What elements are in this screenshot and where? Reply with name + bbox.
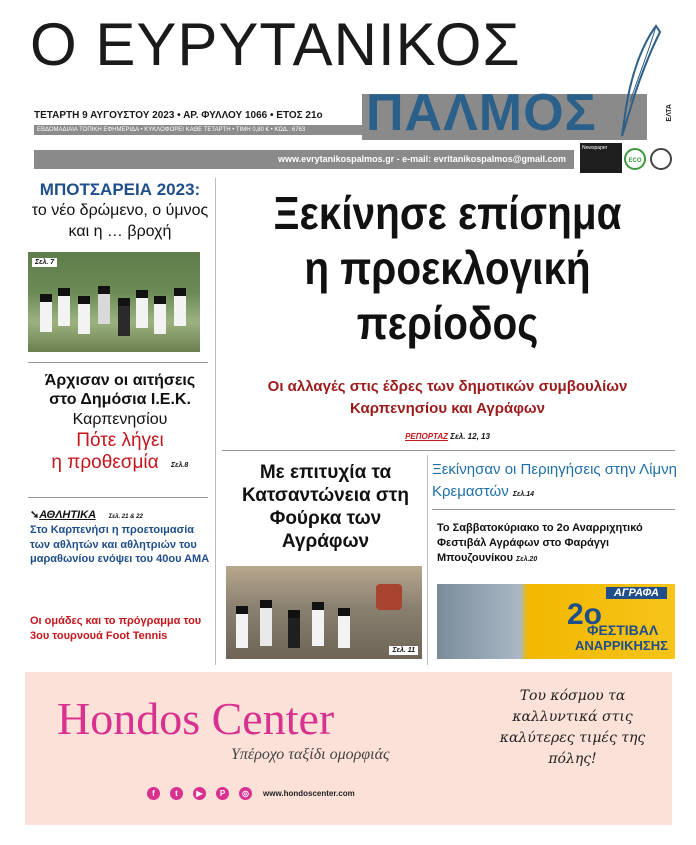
divider: [432, 509, 675, 510]
sports-story-marathon[interactable]: Στο Καρπενήσι η προετοιμασία των αθλητών και αθλητριών του μαραθωνίου ενόψει του 40ου ΑΜΑ: [30, 524, 210, 565]
column-divider: [427, 455, 428, 665]
headline-line1: Ξεκίνησε επίσημα: [273, 187, 622, 239]
ad-tagline: Υπέροχο ταξίδι ομορφιάς: [231, 746, 390, 763]
column-divider: [215, 178, 216, 665]
story-iek-line4[interactable]: Πότε λήγει: [76, 430, 164, 451]
twitter-icon[interactable]: t: [170, 787, 183, 800]
story-iek-line5[interactable]: η προθεσμία: [51, 452, 159, 473]
instagram-icon[interactable]: ◎: [239, 787, 252, 800]
ad-brand-logo: Hondos Center: [57, 693, 335, 744]
story-festival-text[interactable]: Το Σαββατοκύριακο το 2ο Αναρριχητικό Φεστιβάλ Αγράφων στο Φαράγγι Μπουζουνίκου Σελ.20: [437, 522, 643, 564]
divider: [222, 450, 675, 451]
page-ref: Σελ. 11: [389, 646, 418, 655]
story-iek-line1[interactable]: Άρχισαν οι αιτήσεις: [44, 372, 196, 389]
festival-word1: ΦΕΣΤΙΒΑΛ: [587, 622, 659, 638]
eco-badge: ECO: [624, 148, 646, 170]
report-ref: ΡΕΠΟΡΤΑΖ Σελ. 12, 13: [405, 432, 490, 441]
page-ref: Σελ. 21 & 22: [108, 514, 143, 520]
story-botsareia-subtitle[interactable]: το νέο δρώμενο, ο ύμνος και η … βροχή: [31, 202, 209, 240]
story-kremaston-title[interactable]: Ξεκίνησαν οι Περιηγήσεις στην Λίμνη Κρεμαστών Σελ.14: [432, 461, 677, 500]
story-iek-line2[interactable]: στο Δημόσια Ι.Ε.Κ.: [49, 391, 191, 408]
katsantoneia-photo[interactable]: [226, 566, 422, 659]
headline-line3: περίοδος: [356, 297, 539, 349]
story-katsantoneia-title[interactable]: Με επιτυχία τα Κατσαντώνεια στη Φούρκα των Αγράφων: [241, 462, 410, 552]
story-botsareia-title[interactable]: ΜΠΟΤΣΑΡΕΙΑ 2023:: [39, 180, 201, 199]
ad-website-link[interactable]: www.hondoscenter.com: [263, 789, 355, 798]
arrow-icon: ➘: [30, 509, 40, 521]
headline-line2: η προεκλογική: [304, 242, 591, 294]
facebook-icon[interactable]: f: [147, 787, 160, 800]
story-iek-line3[interactable]: Καρπενησίου: [72, 411, 168, 428]
festival-region: ΑΓΡΑΦΑ: [606, 587, 667, 599]
page-ref: Σελ.14: [512, 491, 535, 498]
social-icons: [147, 787, 252, 800]
masthead-subtitle: ΠΑΛΜΟΣ: [366, 84, 597, 142]
page-ref: Σελ.8: [171, 462, 189, 469]
ad-handwritten-slogan: Του κόσμου τα καλλυντικά στις καλύτερες τιμές της πόλης!: [499, 688, 646, 767]
masthead-title: Ο ΕΥΡΥΤΑΝΙΚΟΣ: [30, 11, 521, 78]
hondos-center-ad[interactable]: [25, 672, 672, 825]
festival-number: 2ο: [567, 598, 603, 631]
youtube-icon[interactable]: ▶: [193, 787, 206, 800]
festival-banner[interactable]: [437, 584, 675, 659]
divider: [28, 497, 208, 498]
divider: [28, 362, 208, 363]
pinterest-icon[interactable]: P: [216, 787, 229, 800]
page-ref: Σελ. 7: [32, 258, 57, 267]
page-ref: Σελ.20: [516, 556, 538, 563]
main-headline[interactable]: [247, 186, 647, 351]
festival-word2: ΑΝΑΡΡΙΚΗΣΗΣ: [575, 638, 668, 653]
info-strip: ΕΒΔΟΜΑΔΙΑΙΑ ΤΟΠΙΚΗ ΕΦΗΜΕΡΙΔΑ • ΚΥΚΛΟΦΟΡΕΙ ΚΑΘΕ ΤΕΤΑΡΤΗ • ΤΙΜΗ 0,80 € • ΚΩΔ.: 6763: [34, 125, 362, 135]
botsareia-photo[interactable]: [28, 252, 200, 352]
main-subheadline[interactable]: Οι αλλαγές στις έδρες των δημοτικών συμβουλίων Καρπενησίου και Αγράφων: [267, 378, 628, 417]
sports-story-foot-tennis[interactable]: Οι ομάδες και το πρόγραμμα του 3ου τουρνουά Foot Tennis: [30, 615, 202, 642]
quill-pen-icon: [604, 22, 664, 142]
round-seal-icon: [650, 148, 672, 170]
web-contact-bar: www.evrytanikospalmos.gr - e-mail: evritanikospalmos@gmail.com: [34, 150, 574, 169]
issue-date-line: ΤΕΤΑΡΤΗ 9 ΑΥΓΟΥΣΤΟΥ 2023 • ΑΡ. ΦΥΛΛΟΥ 1066 • ΕΤΟΣ 21ο: [34, 110, 323, 121]
newspaper-badge: Newspaper: [580, 143, 622, 173]
elta-stamp: ΕΛΤΑ: [666, 104, 673, 122]
sports-section-label: ➘ΑΘΛΗΤΙΚΑ Σελ. 21 & 22: [30, 509, 143, 521]
